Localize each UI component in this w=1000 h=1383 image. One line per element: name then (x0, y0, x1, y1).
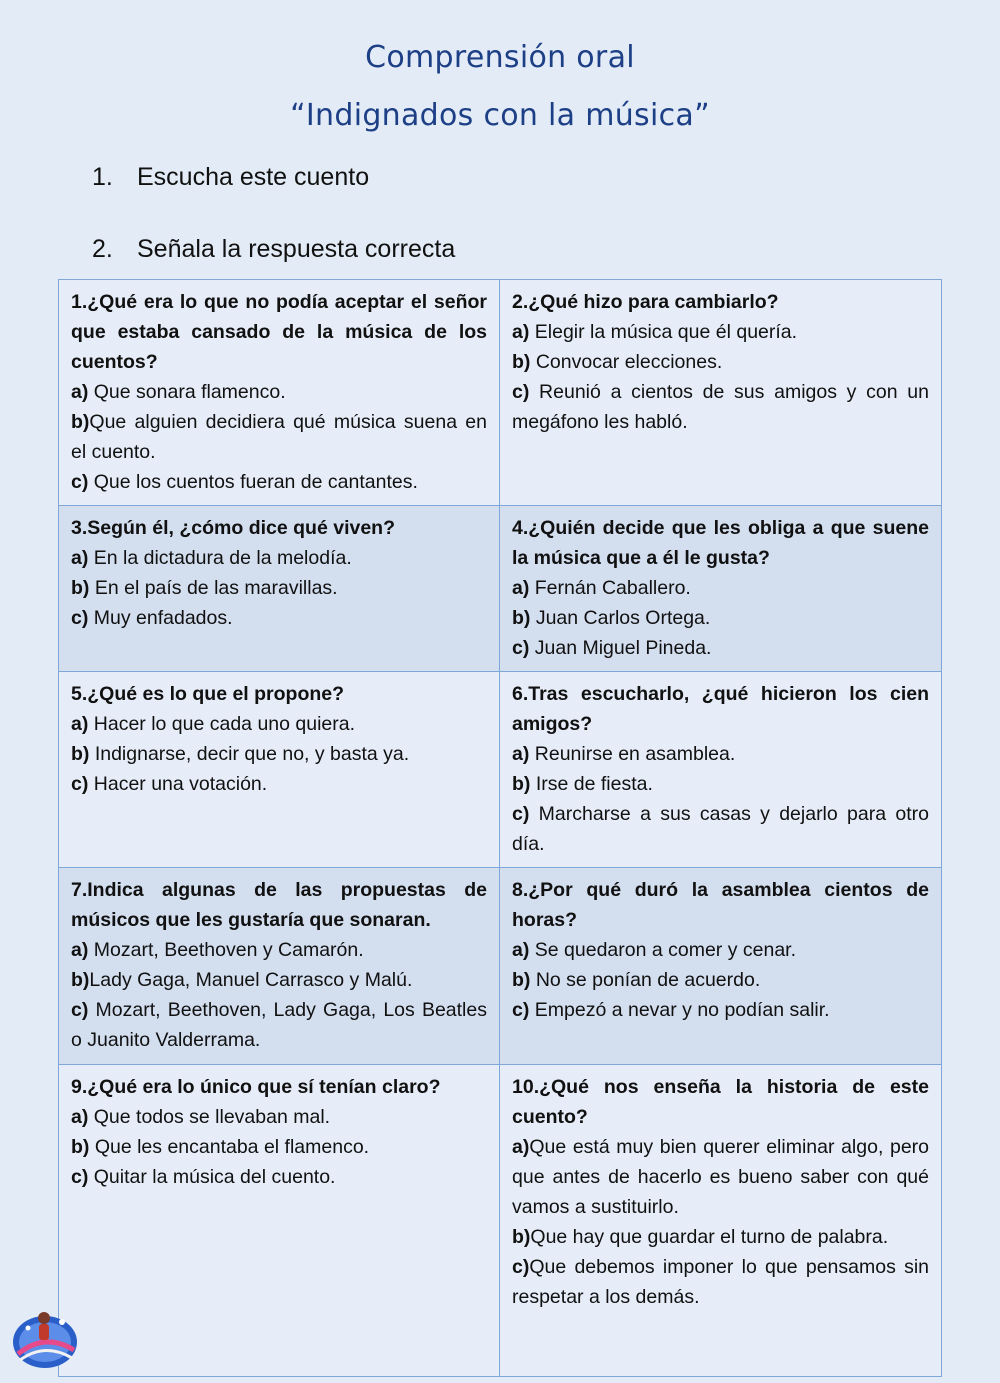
instruction-1 (92, 163, 369, 192)
option-text: Que sonara flamenco. (88, 381, 286, 403)
option-text: Juan Carlos Ortega. (530, 607, 711, 629)
option-c[interactable] (71, 995, 487, 1055)
question-cell-3 (59, 506, 500, 672)
option-text: Elegir la música que él quería. (529, 321, 798, 343)
option-letter: a) (512, 743, 530, 765)
option-text: Que los cuentos fueran de cantantes. (88, 471, 418, 493)
instruction-2 (92, 235, 455, 264)
question-cell-2 (500, 280, 942, 506)
option-c[interactable] (512, 633, 929, 663)
option-a[interactable] (512, 935, 929, 965)
option-text: Que alguien decidiera qué música suena en el cuento. (71, 411, 487, 463)
option-letter: b) (71, 1136, 90, 1158)
option-b[interactable] (512, 347, 929, 377)
option-text: Que hay que guardar el turno de palabra. (530, 1226, 889, 1248)
option-c[interactable] (71, 769, 487, 799)
option-c[interactable] (71, 467, 487, 497)
question-text: 5.¿Qué es lo que el propone? (71, 683, 345, 705)
option-text: Que debemos imponer lo que pensamos sin respetar a los demás. (512, 1256, 929, 1308)
question-cell-1 (59, 280, 500, 506)
option-a[interactable] (71, 1102, 487, 1132)
option-letter: a) (71, 713, 89, 735)
question-text: 8.¿Por qué duró la asamblea cientos de horas? (512, 879, 929, 931)
quiz-table (58, 279, 942, 1377)
option-text: Indignarse, decir que no, y basta ya. (89, 743, 410, 765)
question-cell-4 (500, 506, 942, 672)
question-text: 7.Indica algunas de las propuestas de músicos que les gustaría que sonaran. (71, 879, 487, 931)
option-text: Hacer una votación. (88, 773, 268, 795)
question-cell-10 (500, 1065, 942, 1377)
question-cell-9 (59, 1065, 500, 1377)
option-c[interactable] (71, 603, 487, 633)
option-c[interactable] (512, 995, 929, 1025)
option-letter: b) (71, 577, 90, 599)
option-text: Hacer lo que cada uno quiera. (88, 713, 356, 735)
option-a[interactable] (71, 709, 487, 739)
option-letter: a) (71, 1106, 89, 1128)
option-text: Lady Gaga, Manuel Carrasco y Malú. (89, 969, 413, 991)
option-text: Que está muy bien querer eliminar algo, pero que antes de hacerlo es bueno saber con qué vamos a sustituirlo. (512, 1136, 929, 1218)
option-letter: c) (512, 381, 530, 403)
option-text: Que todos se llevaban mal. (88, 1106, 331, 1128)
option-b[interactable] (512, 603, 929, 633)
option-letter: c) (71, 773, 89, 795)
option-b[interactable] (71, 965, 487, 995)
option-letter: a) (512, 577, 530, 599)
option-a[interactable] (71, 543, 487, 573)
question-cell-5 (59, 672, 500, 868)
option-a[interactable] (512, 1132, 929, 1222)
option-text: Que les encantaba el flamenco. (89, 1136, 370, 1158)
option-text: Irse de fiesta. (530, 773, 653, 795)
question-cell-8 (500, 868, 942, 1065)
option-letter: a) (512, 1136, 530, 1158)
option-b[interactable] (71, 407, 487, 467)
question-text: 1.¿Qué era lo que no podía aceptar el señor que estaba cansado de la música de los cuentos? (71, 291, 487, 373)
option-letter: b) (512, 351, 531, 373)
option-text: Reunió a cientos de sus amigos y con un megáfono les habló. (512, 381, 929, 433)
option-letter: a) (71, 939, 89, 961)
option-letter: a) (512, 939, 530, 961)
instruction-text: Escucha este cuento (137, 163, 370, 191)
option-text: Quitar la música del cuento. (88, 1166, 336, 1188)
option-letter: b) (71, 411, 90, 433)
option-letter: b) (512, 1226, 531, 1248)
option-text: En el país de las maravillas. (89, 577, 338, 599)
option-letter: c) (512, 999, 530, 1021)
question-cell-7 (59, 868, 500, 1065)
option-c[interactable] (512, 799, 929, 859)
option-letter: b) (512, 969, 531, 991)
option-a[interactable] (512, 317, 929, 347)
option-text: Convocar elecciones. (530, 351, 723, 373)
option-text: En la dictadura de la melodía. (88, 547, 352, 569)
option-b[interactable] (512, 1222, 929, 1252)
option-text: Mozart, Beethoven y Camarón. (88, 939, 364, 961)
instruction-number: 1. (92, 163, 113, 191)
option-text: Muy enfadados. (88, 607, 233, 629)
option-b[interactable] (71, 573, 487, 603)
instruction-text: Señala la respuesta correcta (137, 235, 456, 263)
option-letter: a) (71, 547, 89, 569)
page-title: Comprensión oral (365, 40, 635, 75)
option-text: Empezó a nevar y no podían salir. (529, 999, 830, 1021)
option-text: Reunirse en asamblea. (529, 743, 736, 765)
option-letter: c) (71, 999, 89, 1021)
option-a[interactable] (512, 573, 929, 603)
option-letter: c) (512, 1256, 530, 1278)
option-letter: c) (71, 471, 89, 493)
option-text: Juan Miguel Pineda. (529, 637, 712, 659)
option-letter: b) (71, 743, 90, 765)
option-a[interactable] (71, 377, 487, 407)
option-letter: b) (71, 969, 90, 991)
option-c[interactable] (512, 377, 929, 437)
option-letter: c) (71, 1166, 89, 1188)
option-text: Mozart, Beethoven, Lady Gaga, Los Beatles o Juanito Valderrama. (71, 999, 487, 1051)
option-a[interactable] (512, 739, 929, 769)
option-text: Se quedaron a comer y cenar. (529, 939, 797, 961)
option-text: Fernán Caballero. (529, 577, 691, 599)
question-text: 4.¿Quién decide que les obliga a que suene la música que a él le gusta? (512, 517, 929, 569)
option-c[interactable] (512, 1252, 929, 1312)
option-b[interactable] (71, 739, 487, 769)
option-text: No se ponían de acuerdo. (530, 969, 761, 991)
question-text: 9.¿Qué era lo único que sí tenían claro? (71, 1076, 441, 1098)
music-logo-icon (10, 1302, 80, 1370)
option-b[interactable] (512, 965, 929, 995)
option-letter: a) (71, 381, 89, 403)
page-subtitle: “Indignados con la música” (290, 98, 710, 133)
option-text: Marcharse a sus casas y dejarlo para otro día. (512, 803, 929, 855)
question-text: 2.¿Qué hizo para cambiarlo? (512, 291, 779, 313)
option-b[interactable] (71, 1132, 487, 1162)
question-cell-6 (500, 672, 942, 868)
question-text: 6.Tras escucharlo, ¿qué hicieron los cien amigos? (512, 683, 929, 735)
question-text: 10.¿Qué nos enseña la historia de este cuento? (512, 1076, 929, 1128)
instruction-number: 2. (92, 235, 113, 263)
option-letter: c) (512, 637, 530, 659)
option-letter: c) (512, 803, 530, 825)
option-letter: c) (71, 607, 89, 629)
option-c[interactable] (71, 1162, 487, 1192)
question-text: 3.Según él, ¿cómo dice qué viven? (71, 517, 395, 539)
option-b[interactable] (512, 769, 929, 799)
option-letter: b) (512, 773, 531, 795)
option-letter: a) (512, 321, 530, 343)
option-a[interactable] (71, 935, 487, 965)
option-letter: b) (512, 607, 531, 629)
